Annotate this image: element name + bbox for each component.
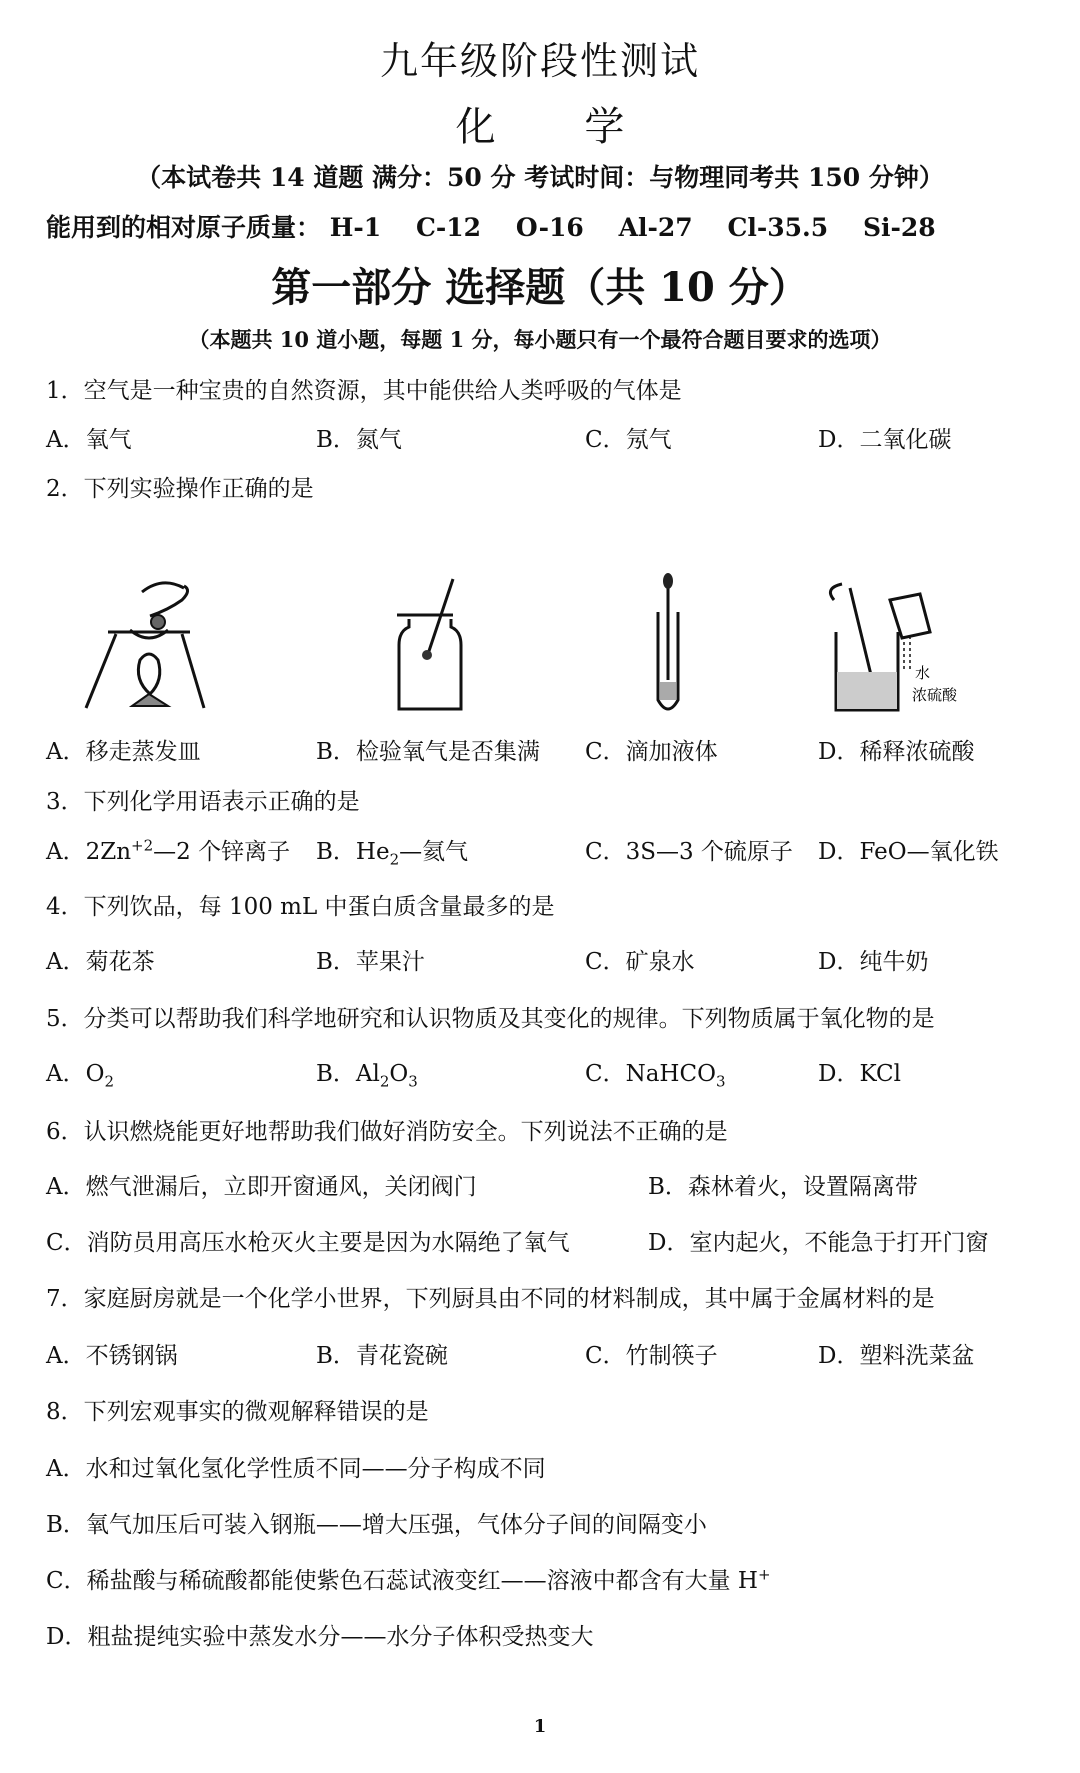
q7-option-a: A．不锈钢锅 bbox=[46, 1343, 178, 1369]
page-title: 九年级阶段性测试 bbox=[379, 39, 700, 83]
q5-option-b bbox=[316, 1055, 418, 1091]
atomic-masses-label: 能用到的相对原子质量： bbox=[46, 213, 322, 242]
question-8-stem: 8．下列宏观事实的微观解释错误的是 bbox=[46, 1399, 429, 1425]
question-6-stem: 6．认识燃烧能更好地帮助我们做好消防安全。下列说法不正确的是 bbox=[46, 1119, 728, 1145]
q7-option-c: C．竹制筷子 bbox=[585, 1343, 718, 1369]
atomic-mass-item: H-1 bbox=[329, 213, 382, 242]
q3-b-formula: B．He bbox=[316, 839, 390, 865]
q3-option-b bbox=[316, 833, 468, 869]
figure-label-acid: 浓硫酸 bbox=[912, 686, 958, 704]
question-5-stem: 5．分类可以帮助我们科学地研究和认识物质及其变化的规律。下列物质属于氧化物的是 bbox=[46, 1006, 935, 1032]
q5-c-subscript: 3 bbox=[715, 1072, 726, 1091]
question-4-stem: 4．下列饮品，每 100 mL 中蛋白质含量最多的是 bbox=[46, 894, 555, 920]
q5-option-c bbox=[585, 1055, 726, 1091]
question-3-stem: 3．下列化学用语表示正确的是 bbox=[46, 789, 360, 815]
q8-option-c bbox=[46, 1562, 771, 1595]
q5-c-formula: C．NaHCO bbox=[585, 1061, 716, 1087]
q5-a-subscript: 2 bbox=[104, 1072, 115, 1091]
q8-c-charge: + bbox=[757, 1565, 771, 1584]
figure-beaker-dilution bbox=[820, 572, 960, 722]
q1-option-a: A．氧气 bbox=[46, 427, 132, 453]
q5-a-formula: A．O bbox=[46, 1061, 105, 1087]
q2-option-b: B．检验氧气是否集满 bbox=[316, 739, 540, 765]
q8-option-d: D．粗盐提纯实验中蒸发水分——水分子体积受热变大 bbox=[46, 1624, 594, 1650]
q5-b-subscript-1: 2 bbox=[379, 1072, 390, 1091]
figure-label-water: 水 bbox=[915, 664, 931, 682]
q1-option-c: C．氖气 bbox=[585, 427, 672, 453]
subject-title: 化 学 bbox=[455, 104, 663, 150]
q5-option-d: D．KCl bbox=[818, 1061, 901, 1087]
figure-test-tube-dropper bbox=[648, 572, 688, 722]
q7-option-d: D．塑料洗菜盆 bbox=[818, 1343, 975, 1369]
figure-gas-jar bbox=[395, 575, 475, 715]
q1-option-b: B．氮气 bbox=[316, 427, 402, 453]
question-2-stem: 2．下列实验操作正确的是 bbox=[46, 476, 314, 502]
atomic-masses-line bbox=[46, 208, 936, 244]
q3-option-d: D．FeO—氧化铁 bbox=[818, 839, 999, 865]
q6-option-a: A．燃气泄漏后，立即开窗通风，关闭阀门 bbox=[46, 1174, 477, 1200]
atomic-mass-item: O-16 bbox=[515, 213, 584, 242]
exam-info: （本试卷共 14 道题 满分：50 分 考试时间：与物理同考共 150 分钟） bbox=[136, 163, 944, 192]
q2-option-a: A．移走蒸发皿 bbox=[46, 739, 201, 765]
q4-option-d: D．纯牛奶 bbox=[818, 949, 929, 975]
atomic-mass-item: C-12 bbox=[415, 213, 482, 242]
q5-b-formula-mid: O bbox=[389, 1061, 409, 1087]
q3-option-a bbox=[46, 833, 290, 866]
q4-option-c: C．矿泉水 bbox=[585, 949, 695, 975]
q2-option-c: C．滴加液体 bbox=[585, 739, 718, 765]
section-title: 第一部分 选择题（共 10 分） bbox=[271, 264, 809, 311]
atomic-mass-item: Si-28 bbox=[862, 213, 936, 242]
q6-option-c: C．消防员用高压水枪灭火主要是因为水隔绝了氧气 bbox=[46, 1230, 570, 1256]
section-instruction: （本题共 10 道小题，每题 1 分，每小题只有一个最符合题目要求的选项） bbox=[188, 327, 892, 352]
q5-b-formula: B．Al bbox=[316, 1061, 380, 1087]
figure-evaporating-dish bbox=[80, 570, 210, 715]
q3-a-desc: —2 个锌离子 bbox=[153, 839, 291, 865]
q4-option-a: A．菊花茶 bbox=[46, 949, 155, 975]
q3-a-charge: +2 bbox=[131, 836, 154, 855]
atomic-mass-item: Al-27 bbox=[618, 213, 693, 242]
atomic-mass-item: Cl-35.5 bbox=[727, 213, 829, 242]
q3-b-desc: —氦气 bbox=[399, 839, 469, 865]
q2-option-d: D．稀释浓硫酸 bbox=[818, 739, 975, 765]
q6-option-b: B．森林着火，设置隔离带 bbox=[648, 1174, 918, 1200]
q8-option-a: A．水和过氧化氢化学性质不同——分子构成不同 bbox=[46, 1456, 546, 1482]
q5-b-subscript-2: 3 bbox=[408, 1072, 418, 1091]
q8-option-b: B．氧气加压后可装入钢瓶——增大压强，气体分子间的间隔变小 bbox=[46, 1512, 707, 1538]
q4-option-b: B．苹果汁 bbox=[316, 949, 425, 975]
q3-b-subscript: 2 bbox=[389, 850, 400, 869]
page-number: 1 bbox=[533, 1716, 547, 1737]
q3-a-formula: A．2Zn bbox=[46, 839, 132, 865]
question-1-stem: 1．空气是一种宝贵的自然资源，其中能供给人类呼吸的气体是 bbox=[46, 378, 682, 404]
q7-option-b: B．青花瓷碗 bbox=[316, 1343, 448, 1369]
q6-option-d: D．室内起火，不能急于打开门窗 bbox=[648, 1230, 989, 1256]
q8-c-text: C．稀盐酸与稀硫酸都能使紫色石蕊试液变红——溶液中都含有大量 H bbox=[46, 1568, 758, 1594]
question-7-stem: 7．家庭厨房就是一个化学小世界，下列厨具由不同的材料制成，其中属于金属材料的是 bbox=[46, 1286, 935, 1312]
q5-option-a bbox=[46, 1055, 114, 1091]
q3-option-c: C．3S—3 个硫原子 bbox=[585, 839, 793, 865]
q1-option-d: D．二氧化碳 bbox=[818, 427, 952, 453]
